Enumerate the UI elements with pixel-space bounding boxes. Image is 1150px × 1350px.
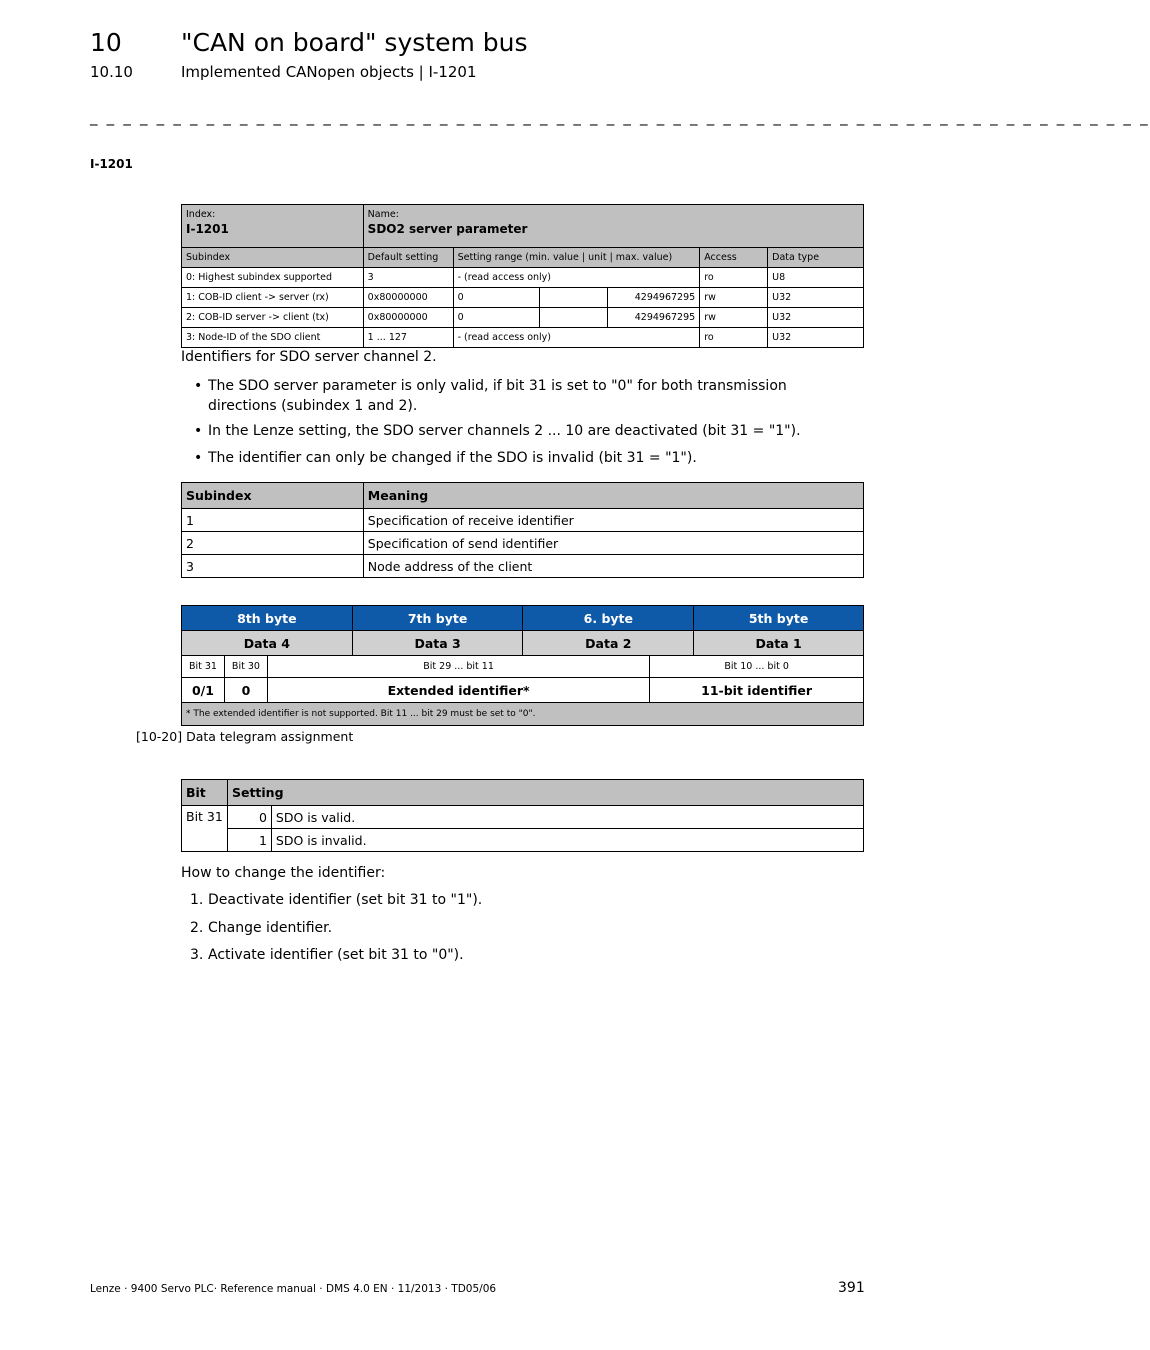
default-cell: 0x80000000 <box>363 288 453 308</box>
step-number: 1. <box>190 892 204 908</box>
table-row <box>182 806 864 829</box>
table-row <box>182 829 864 852</box>
bullet-item <box>194 376 858 416</box>
step-text: Change identifier. <box>208 920 333 936</box>
object-heading: I-1201 <box>90 157 133 171</box>
object-table <box>181 204 864 348</box>
value-cell: 0 <box>227 806 271 829</box>
max-cell: 4294967295 <box>608 288 700 308</box>
index-label: Index: <box>186 209 216 220</box>
access-cell: rw <box>700 308 768 328</box>
col-header-subindex: Subindex <box>182 483 364 509</box>
byte-header: 5th byte <box>694 606 864 631</box>
range-cell: - (read access only) <box>453 328 700 348</box>
index-cell <box>182 205 364 248</box>
col-header-bit: Bit <box>182 780 228 806</box>
table-row <box>182 532 864 555</box>
data-header: Data 1 <box>694 631 864 656</box>
bit-value: 11-bit identifier <box>650 678 864 703</box>
figure-text: Data telegram assignment <box>186 729 354 744</box>
bit-value: 0 <box>224 678 267 703</box>
table-row <box>182 288 864 308</box>
type-cell: U32 <box>768 288 864 308</box>
bullet-icon: • <box>194 378 203 394</box>
step-text: Activate identifier (set bit 31 to "0"). <box>208 947 464 963</box>
col-header-range: Setting range (min. value | unit | max. value) <box>453 248 700 268</box>
min-cell: 0 <box>453 308 540 328</box>
section-number: 10.10 <box>90 63 133 81</box>
page-number: 391 <box>838 1280 865 1296</box>
data-header: Data 3 <box>352 631 523 656</box>
bit-value: 0/1 <box>182 678 225 703</box>
col-header-access: Access <box>700 248 768 268</box>
intro-text: Identifiers for SDO server channel 2. <box>181 349 437 365</box>
byte-header: 7th byte <box>352 606 523 631</box>
telegram-footnote: * The extended identifier is not supported. Bit 11 ... bit 29 must be set to "0". <box>182 703 864 726</box>
step-number: 3. <box>190 947 204 963</box>
col-header-subindex: Subindex <box>182 248 364 268</box>
type-cell: U8 <box>768 268 864 288</box>
table-row <box>182 555 864 578</box>
bit-label: Bit 31 <box>182 656 225 678</box>
step-text: Deactivate identifier (set bit 31 to "1"). <box>208 892 483 908</box>
byte-header: 8th byte <box>182 606 353 631</box>
section-title: Implemented CANopen objects | I-1201 <box>181 63 477 81</box>
type-cell: U32 <box>768 328 864 348</box>
figure-caption <box>136 729 353 744</box>
chapter-number: 10 <box>90 28 122 57</box>
bit-label: Bit 29 ... bit 11 <box>267 656 649 678</box>
default-cell: 1 ... 127 <box>363 328 453 348</box>
access-cell: ro <box>700 268 768 288</box>
bullet-item <box>194 423 858 439</box>
meaning-cell: Node address of the client <box>363 555 863 578</box>
min-cell: 0 <box>453 288 540 308</box>
header-separator: _ _ _ _ _ _ _ _ _ _ _ _ _ _ _ _ _ _ _ _ _ _ _ _ _ _ _ _ _ _ _ _ _ _ _ _ _ _ _ _ _ _ _ _ _ _ _ _ _ _ _ _ _ _ _ _ _ _ _ _ _ _ _ _ <box>90 108 1150 126</box>
bit-cell: Bit 31 <box>182 806 228 852</box>
access-cell: rw <box>700 288 768 308</box>
value-cell: 1 <box>227 829 271 852</box>
table-row <box>182 509 864 532</box>
chapter-title: "CAN on board" system bus <box>181 28 528 57</box>
byte-header: 6. byte <box>523 606 694 631</box>
col-header-default: Default setting <box>363 248 453 268</box>
col-header-setting: Setting <box>227 780 863 806</box>
meaning-cell: Specification of receive identifier <box>363 509 863 532</box>
bullet-text: The SDO server parameter is only valid, if bit 31 is set to "0" for both transmission directions (subindex 1 and 2). <box>208 378 787 414</box>
range-cell: - (read access only) <box>453 268 700 288</box>
unit-cell <box>540 288 608 308</box>
meaning-cell: Specification of send identifier <box>363 532 863 555</box>
bullet-item <box>194 450 858 466</box>
setting-cell: SDO is invalid. <box>271 829 863 852</box>
setting-cell: SDO is valid. <box>271 806 863 829</box>
footer-text: Lenze · 9400 Servo PLC· Reference manual · DMS 4.0 EN · 11/2013 · TD05/06 <box>90 1283 497 1295</box>
col-header-meaning: Meaning <box>363 483 863 509</box>
step-number: 2. <box>190 920 204 936</box>
bit-label: Bit 30 <box>224 656 267 678</box>
subindex-cell: 3 <box>182 555 364 578</box>
data-header: Data 4 <box>182 631 353 656</box>
table-row <box>182 308 864 328</box>
name-cell <box>363 205 863 248</box>
default-cell: 3 <box>363 268 453 288</box>
access-cell: ro <box>700 328 768 348</box>
bullet-text: The identifier can only be changed if the SDO is invalid (bit 31 = "1"). <box>208 450 697 466</box>
bit-label: Bit 10 ... bit 0 <box>650 656 864 678</box>
figure-number: [10-20] <box>136 729 183 744</box>
subindex-cell: 1: COB-ID client -> server (rx) <box>182 288 364 308</box>
step-item <box>190 892 483 908</box>
table-row <box>182 268 864 288</box>
name-value: SDO2 server parameter <box>367 222 528 236</box>
meaning-table <box>181 482 864 578</box>
telegram-table <box>181 605 864 726</box>
bit-value: Extended identifier* <box>267 678 649 703</box>
bullet-icon: • <box>194 450 203 466</box>
bullet-icon: • <box>194 423 203 439</box>
bit-table <box>181 779 864 852</box>
data-header: Data 2 <box>523 631 694 656</box>
index-value: I-1201 <box>186 222 229 236</box>
subindex-cell: 1 <box>182 509 364 532</box>
subindex-cell: 2: COB-ID server -> client (tx) <box>182 308 364 328</box>
subindex-cell: 2 <box>182 532 364 555</box>
max-cell: 4294967295 <box>608 308 700 328</box>
default-cell: 0x80000000 <box>363 308 453 328</box>
subindex-cell: 0: Highest subindex supported <box>182 268 364 288</box>
col-header-type: Data type <box>768 248 864 268</box>
step-item <box>190 947 464 963</box>
name-label: Name: <box>367 209 399 220</box>
howto-title: How to change the identifier: <box>181 865 386 881</box>
unit-cell <box>540 308 608 328</box>
type-cell: U32 <box>768 308 864 328</box>
step-item <box>190 920 333 936</box>
subindex-cell: 3: Node-ID of the SDO client <box>182 328 364 348</box>
table-row <box>182 328 864 348</box>
bullet-text: In the Lenze setting, the SDO server channels 2 ... 10 are deactivated (bit 31 = "1"). <box>208 423 801 439</box>
